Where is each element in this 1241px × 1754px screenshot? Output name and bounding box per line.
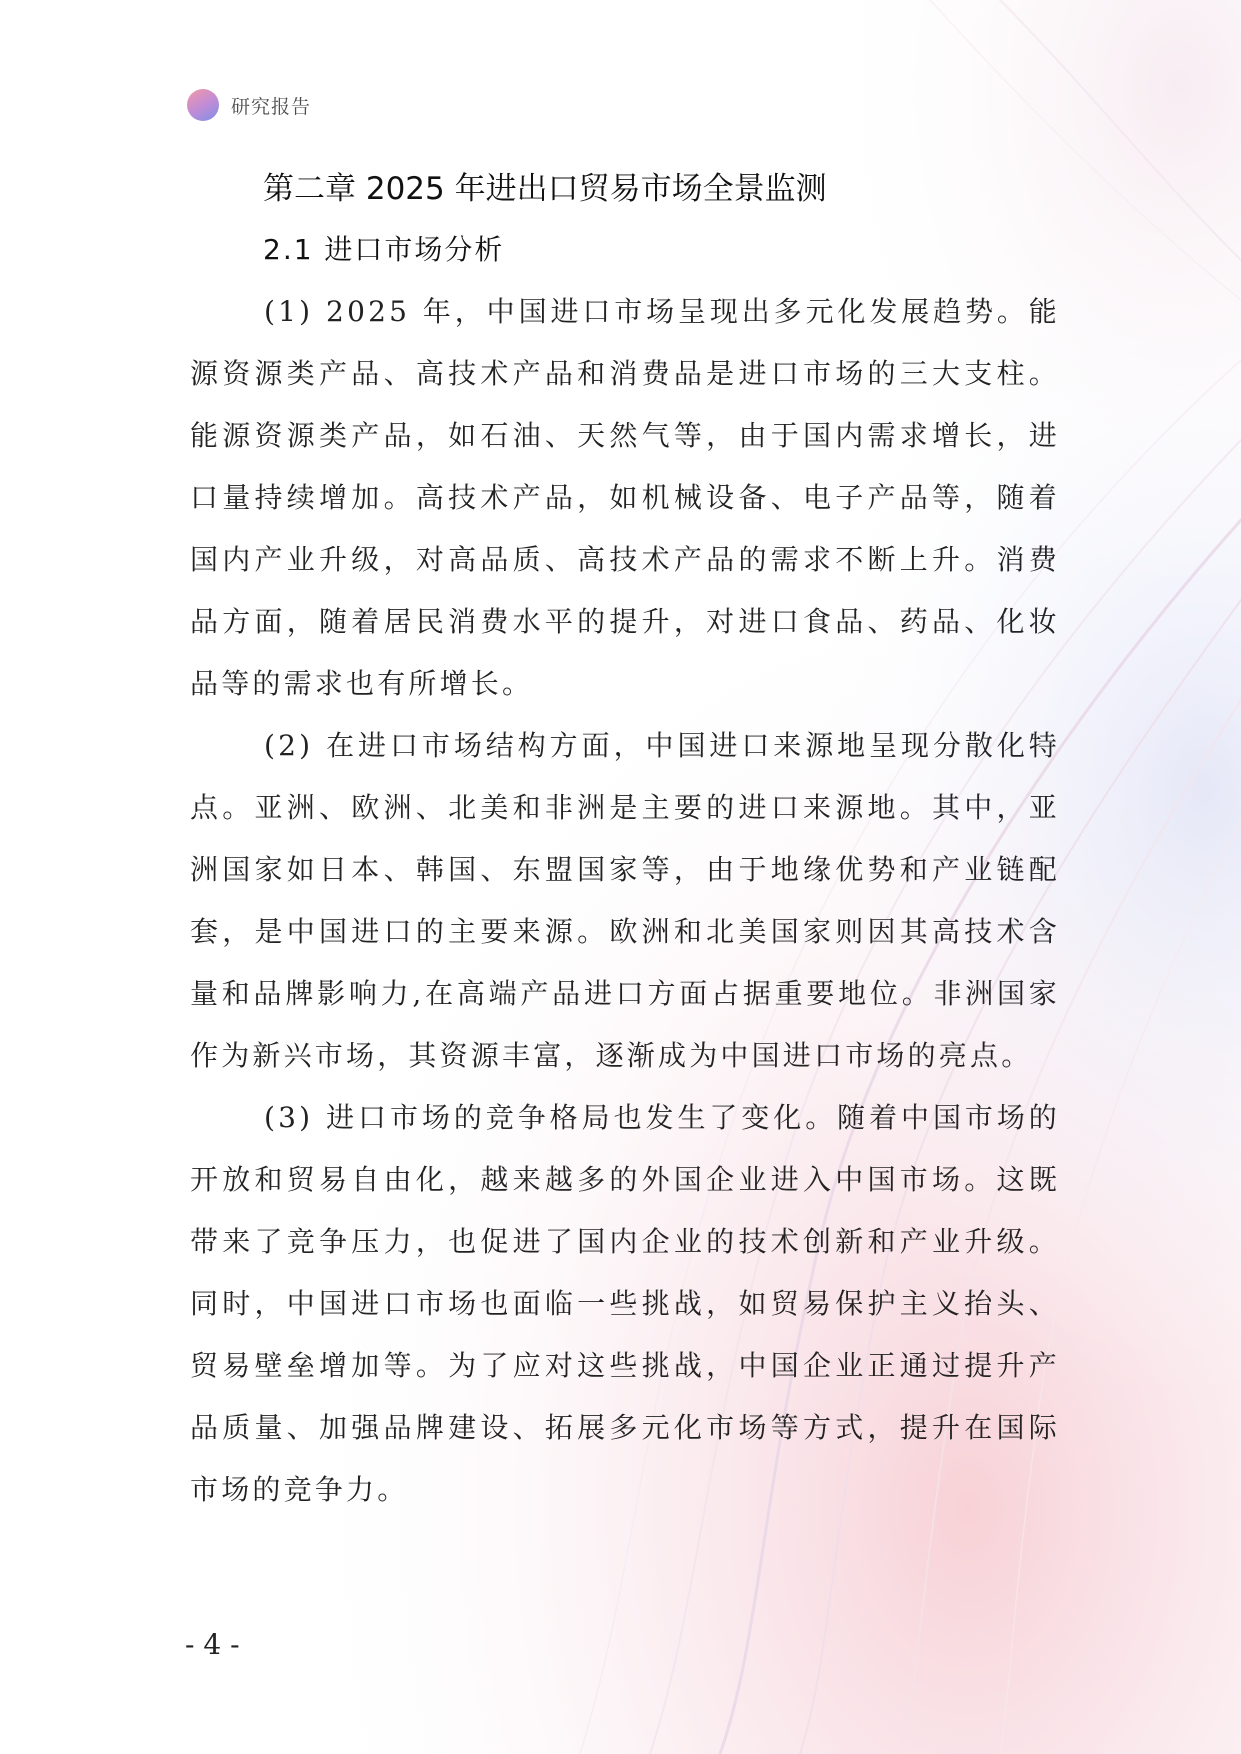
header-label: 研究报告 [231,95,312,118]
page-number: - 4 - [185,1628,240,1661]
paragraph-2: (2) 在进口市场结构方面，中国进口来源地呈现分散化特点。亚洲、欧洲、北美和非洲是主要的进口来源地。其中，亚洲国家如日本、韩国、东盟国家等，由于地缘优势和产业链配套，是中国进口的主要来源。欧洲和北美国家则因其高技术含量和品牌影响力,在高端产品进口方面占据重要地位。非洲国家作为新兴市场，其资源丰富，逐渐成为中国进口市场的亮点。 [190,729,1060,1072]
section-title: 2.1 进口市场分析 [263,233,505,266]
logo-circle-icon [187,89,219,121]
paragraph-3: (3) 进口市场的竞争格局也发生了变化。随着中国市场的开放和贸易自由化，越来越多的外国企业进入中国市场。这既带来了竞争压力，也促进了国内企业的技术创新和产业升级。同时，中国进口市场也面临一些挑战，如贸易保护主义抬头、贸易壁垒增加等。为了应对这些挑战，中国企业正通过提升产品质量、加强品牌建设、拓展多元化市场等方式，提升在国际市场的竞争力。 [190,1101,1060,1506]
paragraph-1: (1) 2025 年，中国进口市场呈现出多元化发展趋势。能源资源类产品、高技术产品和消费品是进口市场的三大支柱。能源资源类产品，如石油、天然气等，由于国内需求增长，进口量持续增加。高技术产品，如机械设备、电子产品等，随着国内产业升级，对高品质、高技术产品的需求不断上升。消费品方面，随着居民消费水平的提升，对进口食品、药品、化妆品等的需求也有所增长。 [190,295,1060,700]
body-text [190,281,1060,1521]
chapter-title: 第二章 2025 年进出口贸易市场全景监测 [263,171,827,207]
report-header [187,88,311,122]
